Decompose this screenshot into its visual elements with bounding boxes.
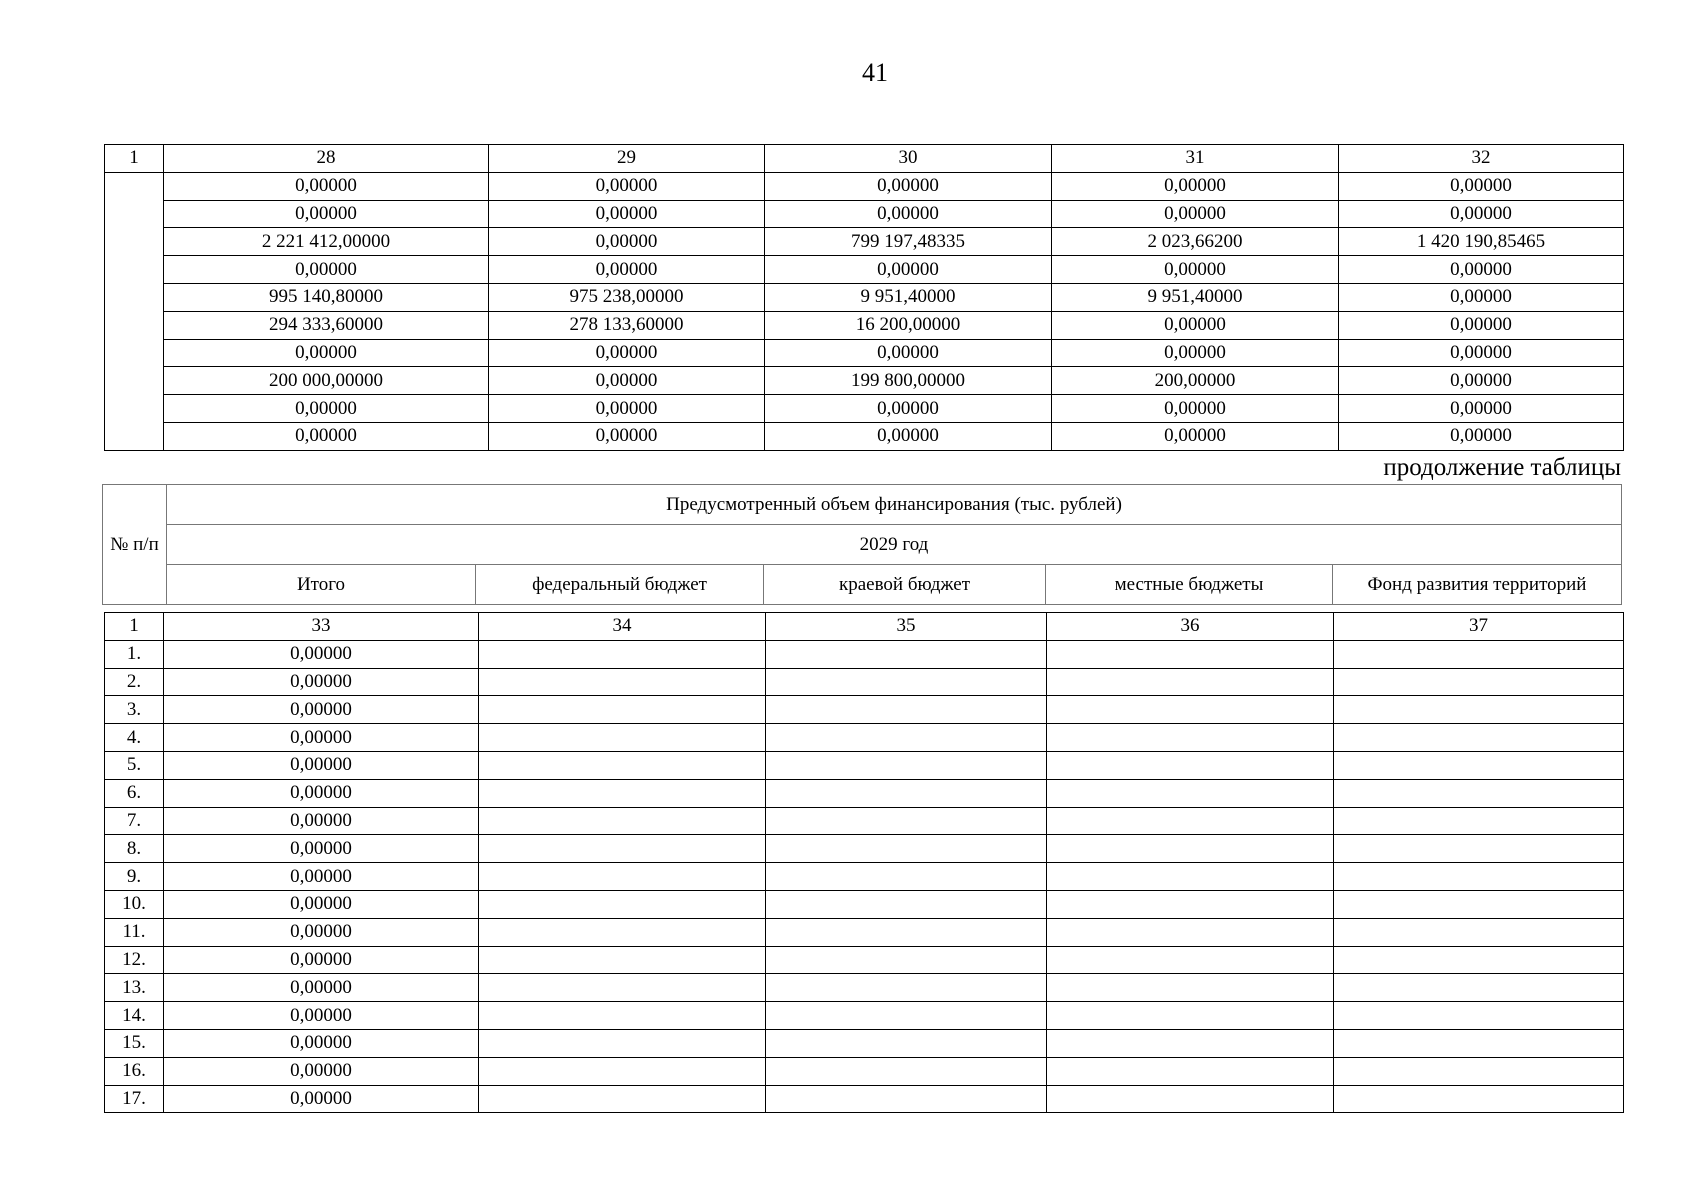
- table-cell: 0,00000: [1052, 256, 1339, 284]
- row-number-cell: 1.: [105, 640, 164, 668]
- table-row: [105, 918, 1624, 946]
- row-number-cell: 2.: [105, 668, 164, 696]
- empty-cell: [766, 668, 1047, 696]
- empty-cell: [766, 640, 1047, 668]
- row-number-cell: 6.: [105, 779, 164, 807]
- empty-cell: [1047, 696, 1334, 724]
- empty-cell: [1334, 946, 1624, 974]
- empty-cell: [1334, 640, 1624, 668]
- row-number-cell: 14.: [105, 1002, 164, 1030]
- row-number-cell: 15.: [105, 1029, 164, 1057]
- table-cell: 0,00000: [489, 422, 765, 450]
- table-cell: 278 133,60000: [489, 311, 765, 339]
- total-cell: 0,00000: [164, 890, 479, 918]
- table-row: [105, 863, 1624, 891]
- table-cell: 294 333,60000: [164, 311, 489, 339]
- table-cell: 2 023,66200: [1052, 228, 1339, 256]
- empty-cell: [479, 1002, 766, 1030]
- total-cell: 0,00000: [164, 696, 479, 724]
- table-cell: 0,00000: [489, 339, 765, 367]
- empty-cell: [766, 863, 1047, 891]
- empty-cell: [1334, 1057, 1624, 1085]
- table-row: [105, 696, 1624, 724]
- empty-cell: [766, 751, 1047, 779]
- table-row: [105, 807, 1624, 835]
- empty-cell: [1334, 890, 1624, 918]
- empty-cell: [479, 1029, 766, 1057]
- empty-cell: [1334, 863, 1624, 891]
- year-header: 2029 год: [167, 525, 1622, 565]
- empty-cell: [479, 696, 766, 724]
- table-cell: 0,00000: [765, 256, 1052, 284]
- empty-cell: [1047, 779, 1334, 807]
- empty-cell: [1047, 807, 1334, 835]
- empty-cell: [766, 1029, 1047, 1057]
- total-cell: 0,00000: [164, 1002, 479, 1030]
- row-number-cell: 3.: [105, 696, 164, 724]
- table-cell: 1 420 190,85465: [1339, 228, 1624, 256]
- total-cell: 0,00000: [164, 1057, 479, 1085]
- empty-cell: [1047, 1029, 1334, 1057]
- empty-cell: [1334, 779, 1624, 807]
- table-cell: 0,00000: [164, 422, 489, 450]
- table-row: [105, 311, 1624, 339]
- table-cell: 0,00000: [489, 200, 765, 228]
- empty-cell: [766, 724, 1047, 752]
- empty-cell: [766, 890, 1047, 918]
- page-number: 41: [862, 58, 888, 87]
- total-cell: 0,00000: [164, 640, 479, 668]
- table-cell: 0,00000: [164, 395, 489, 423]
- column-number: 35: [766, 613, 1047, 641]
- row-number-cell: 17.: [105, 1085, 164, 1113]
- table-cell: 0,00000: [489, 228, 765, 256]
- empty-cell: [766, 696, 1047, 724]
- table-row: [105, 724, 1624, 752]
- table-row: [105, 1002, 1624, 1030]
- table-row: [105, 367, 1624, 395]
- empty-cell: [479, 1057, 766, 1085]
- table-header-row: [105, 613, 1624, 641]
- header-table: [102, 484, 1622, 605]
- row-number-cell: 12.: [105, 946, 164, 974]
- table-cell: 0,00000: [164, 172, 489, 200]
- table-row: [105, 890, 1624, 918]
- table-cell: 9 951,40000: [1052, 283, 1339, 311]
- row-number-cell: 4.: [105, 724, 164, 752]
- table-cell: 0,00000: [1052, 395, 1339, 423]
- table-cell: 0,00000: [489, 367, 765, 395]
- funding-title: Предусмотренный объем финансирования (тыс. рублей): [167, 485, 1622, 525]
- table-cell: 0,00000: [765, 172, 1052, 200]
- empty-cell: [1334, 1029, 1624, 1057]
- row-number-cell: 11.: [105, 918, 164, 946]
- column-number: 30: [765, 145, 1052, 173]
- empty-cell: [479, 668, 766, 696]
- table-row: [105, 422, 1624, 450]
- table-row: [105, 283, 1624, 311]
- empty-cell: [766, 1085, 1047, 1113]
- table-cell: 0,00000: [489, 172, 765, 200]
- empty-cell: [479, 807, 766, 835]
- table-row: [105, 779, 1624, 807]
- empty-cell: [479, 835, 766, 863]
- table-row: [105, 1057, 1624, 1085]
- table-row: [105, 668, 1624, 696]
- row-number-cell: 7.: [105, 807, 164, 835]
- empty-cell: [1047, 863, 1334, 891]
- table-cell: 0,00000: [765, 200, 1052, 228]
- empty-cell: [1047, 918, 1334, 946]
- column-header-local: местные бюджеты: [1046, 565, 1333, 605]
- empty-cell: [1334, 696, 1624, 724]
- table-cell: 200 000,00000: [164, 367, 489, 395]
- table-cell: 0,00000: [1339, 367, 1624, 395]
- table-cell: 2 221 412,00000: [164, 228, 489, 256]
- table-header-row: [105, 145, 1624, 173]
- table-cell: 199 800,00000: [765, 367, 1052, 395]
- table-cell: 0,00000: [489, 256, 765, 284]
- total-cell: 0,00000: [164, 668, 479, 696]
- column-number: 34: [479, 613, 766, 641]
- table-cell: 0,00000: [489, 395, 765, 423]
- column-number: 29: [489, 145, 765, 173]
- empty-cell: [1334, 807, 1624, 835]
- column-number: 1: [105, 613, 164, 641]
- table-row: [105, 974, 1624, 1002]
- top-table: [104, 144, 1624, 451]
- total-cell: 0,00000: [164, 835, 479, 863]
- total-cell: 0,00000: [164, 807, 479, 835]
- empty-cell: [766, 1057, 1047, 1085]
- total-cell: 0,00000: [164, 946, 479, 974]
- table-cell: 0,00000: [1339, 311, 1624, 339]
- table-row: [105, 200, 1624, 228]
- merged-row-number-cell: [105, 172, 164, 450]
- column-number: 32: [1339, 145, 1624, 173]
- empty-cell: [1047, 751, 1334, 779]
- table-row: [105, 751, 1624, 779]
- table-row: [105, 172, 1624, 200]
- table-cell: 0,00000: [1052, 200, 1339, 228]
- table-row: [105, 946, 1624, 974]
- table-cell: 0,00000: [1339, 172, 1624, 200]
- table-cell: 0,00000: [1339, 422, 1624, 450]
- empty-cell: [1334, 974, 1624, 1002]
- empty-cell: [1047, 640, 1334, 668]
- total-cell: 0,00000: [164, 1029, 479, 1057]
- empty-cell: [766, 974, 1047, 1002]
- empty-cell: [1047, 1057, 1334, 1085]
- column-header-federal: федеральный бюджет: [476, 565, 764, 605]
- empty-cell: [479, 724, 766, 752]
- empty-cell: [766, 835, 1047, 863]
- table-cell: 0,00000: [1339, 283, 1624, 311]
- continuation-label: продолжение таблицы: [1383, 454, 1621, 481]
- empty-cell: [1047, 946, 1334, 974]
- empty-cell: [1047, 890, 1334, 918]
- empty-cell: [1334, 918, 1624, 946]
- table-cell: 0,00000: [164, 339, 489, 367]
- total-cell: 0,00000: [164, 863, 479, 891]
- empty-cell: [1334, 668, 1624, 696]
- empty-cell: [766, 779, 1047, 807]
- empty-cell: [479, 890, 766, 918]
- row-number-cell: 8.: [105, 835, 164, 863]
- table-cell: 995 140,80000: [164, 283, 489, 311]
- table-row: [105, 256, 1624, 284]
- table-cell: 0,00000: [1339, 256, 1624, 284]
- empty-cell: [1047, 1085, 1334, 1113]
- empty-cell: [766, 1002, 1047, 1030]
- column-header-fund: Фонд развития территорий: [1333, 565, 1622, 605]
- column-number: 33: [164, 613, 479, 641]
- empty-cell: [1047, 668, 1334, 696]
- empty-cell: [1047, 974, 1334, 1002]
- empty-cell: [479, 640, 766, 668]
- table-cell: 0,00000: [1339, 200, 1624, 228]
- table-cell: 0,00000: [765, 395, 1052, 423]
- table-row: [105, 1029, 1624, 1057]
- table-cell: 975 238,00000: [489, 283, 765, 311]
- table-cell: 0,00000: [1052, 339, 1339, 367]
- table-cell: 200,00000: [1052, 367, 1339, 395]
- empty-cell: [1047, 724, 1334, 752]
- column-number: 31: [1052, 145, 1339, 173]
- row-number-cell: 10.: [105, 890, 164, 918]
- table-cell: 0,00000: [1052, 172, 1339, 200]
- empty-cell: [1334, 1002, 1624, 1030]
- empty-cell: [479, 918, 766, 946]
- table-cell: 0,00000: [765, 339, 1052, 367]
- table-row: [105, 640, 1624, 668]
- total-cell: 0,00000: [164, 1085, 479, 1113]
- table-row: [105, 339, 1624, 367]
- column-header-total: Итого: [167, 565, 476, 605]
- row-number-header: № п/п: [103, 485, 167, 605]
- column-number: 28: [164, 145, 489, 173]
- empty-cell: [766, 807, 1047, 835]
- row-number-cell: 16.: [105, 1057, 164, 1085]
- bottom-table: [104, 612, 1624, 1113]
- empty-cell: [479, 1085, 766, 1113]
- empty-cell: [479, 863, 766, 891]
- table-cell: 0,00000: [1339, 339, 1624, 367]
- total-cell: 0,00000: [164, 724, 479, 752]
- total-cell: 0,00000: [164, 974, 479, 1002]
- empty-cell: [479, 751, 766, 779]
- table-cell: 799 197,48335: [765, 228, 1052, 256]
- empty-cell: [479, 974, 766, 1002]
- empty-cell: [1334, 1085, 1624, 1113]
- empty-cell: [1047, 835, 1334, 863]
- table-cell: 9 951,40000: [765, 283, 1052, 311]
- column-number: 1: [105, 145, 164, 173]
- table-cell: 0,00000: [164, 256, 489, 284]
- empty-cell: [766, 918, 1047, 946]
- column-number: 37: [1334, 613, 1624, 641]
- empty-cell: [1334, 724, 1624, 752]
- row-number-cell: 5.: [105, 751, 164, 779]
- table-cell: 16 200,00000: [765, 311, 1052, 339]
- empty-cell: [1334, 835, 1624, 863]
- column-header-regional: краевой бюджет: [764, 565, 1046, 605]
- table-cell: 0,00000: [164, 200, 489, 228]
- empty-cell: [479, 779, 766, 807]
- total-cell: 0,00000: [164, 751, 479, 779]
- empty-cell: [479, 946, 766, 974]
- table-cell: 0,00000: [1052, 422, 1339, 450]
- row-number-cell: 9.: [105, 863, 164, 891]
- table-cell: 0,00000: [1339, 395, 1624, 423]
- table-row: [105, 1085, 1624, 1113]
- table-cell: 0,00000: [1052, 311, 1339, 339]
- table-cell: 0,00000: [765, 422, 1052, 450]
- table-row: [105, 395, 1624, 423]
- empty-cell: [766, 946, 1047, 974]
- row-number-cell: 13.: [105, 974, 164, 1002]
- table-row: [105, 835, 1624, 863]
- empty-cell: [1334, 751, 1624, 779]
- empty-cell: [1047, 1002, 1334, 1030]
- total-cell: 0,00000: [164, 779, 479, 807]
- column-number: 36: [1047, 613, 1334, 641]
- total-cell: 0,00000: [164, 918, 479, 946]
- table-row: [105, 228, 1624, 256]
